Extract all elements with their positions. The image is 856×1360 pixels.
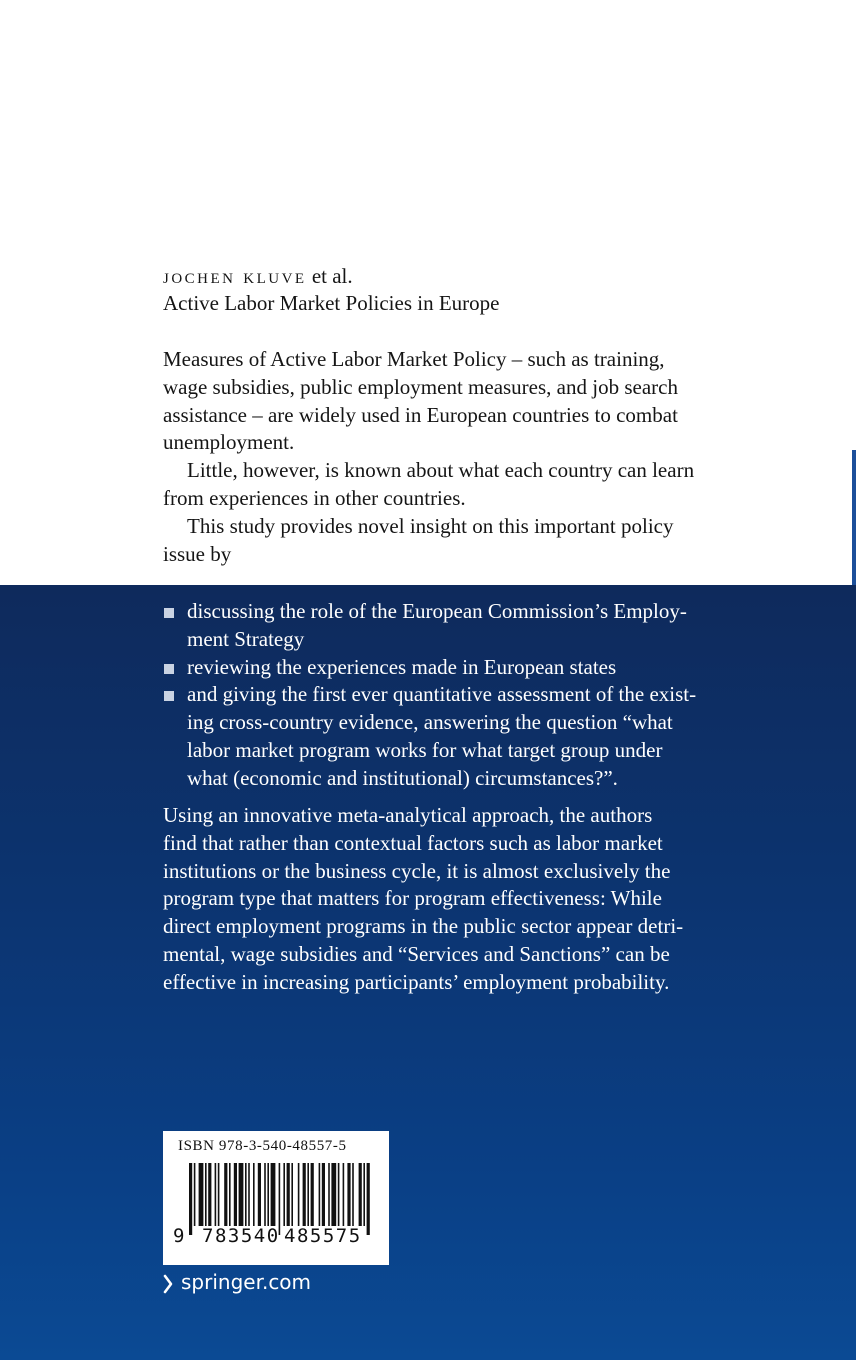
summary-paragraph [163,802,753,997]
bullet-line: and giving the first ever quantitative assessment of the exist- [187,682,697,707]
barcode-bar [363,1163,365,1226]
intro-text [163,346,733,568]
spine-edge-stripe [852,450,856,585]
barcode-bar [224,1163,227,1226]
barcode-bar [319,1163,321,1226]
author-name: jochen kluve [163,264,307,288]
summary-line: direct employment programs in the public sector appear detri- [163,914,684,939]
intro-line: wage subsidies, public employment measures, and job search [163,374,678,399]
bullet-item [163,654,743,682]
barcode-bar [248,1163,250,1226]
barcode-bar [253,1163,255,1226]
barcode-bar [218,1163,220,1226]
summary-line: mental, wage subsidies and “Services and Sanctions” can be [163,941,670,966]
bullet-item [163,598,743,654]
bullet-line: what (economic and institutional) circumstances?”. [187,765,618,790]
bullet-line: labor market program works for what target group under [187,737,663,762]
barcode-bar [343,1163,345,1226]
intro-line: assistance – are widely used in European countries to combat [163,402,678,427]
barcode-digits-right: 485575 [284,1225,362,1247]
barcode-bar [359,1163,362,1226]
barcode-digit-first: 9 [173,1225,186,1247]
barcode-bar [258,1163,261,1226]
chevron-right-icon [163,1274,173,1294]
summary-line: institutions or the business cycle, it is almost exclusively the [163,858,671,883]
square-bullet-icon [164,691,174,701]
barcode-bar [189,1163,192,1235]
barcode-bar [239,1163,244,1226]
barcode-bar [271,1163,276,1226]
barcode-bar [194,1163,196,1226]
barcode-bar [303,1163,306,1226]
isbn-barcode [163,1131,389,1265]
barcode-bar [307,1163,309,1226]
barcode-bar [283,1163,285,1226]
barcode-bar [245,1163,247,1226]
bullet-line: ing cross-country evidence, answering the question “what [187,710,673,735]
barcode-bar [367,1163,370,1235]
book-title: Active Labor Market Policies in Europe [163,291,500,315]
barcode-digits-left: 783540 [202,1225,280,1247]
barcode-bar [234,1163,237,1226]
square-bullet-icon [164,608,174,618]
barcode-bar [291,1163,293,1226]
barcode-bar [229,1163,231,1226]
barcode-bar [205,1163,207,1226]
summary-line: Using an innovative meta-analytical approach, the authors [163,803,653,827]
publisher-link[interactable] [163,1270,311,1294]
barcode-bar [328,1163,330,1226]
summary-line: effective in increasing participants’ employment probability. [163,969,670,994]
bullet-item [163,681,743,792]
barcode-bar [215,1163,217,1226]
intro-line: Measures of Active Labor Market Policy – such as training, [163,347,665,371]
intro-line: issue by [163,541,232,566]
summary-line: find that rather than contextual factors such as labor market [163,830,663,855]
barcode-bar [347,1163,350,1226]
barcode-bar [199,1163,204,1226]
barcode-bar [331,1163,336,1226]
publisher-website: springer.com [181,1270,312,1294]
intro-line: This study provides novel insight on this important policy [187,513,674,538]
author-line [163,264,353,289]
barcode-bar [352,1163,354,1226]
square-bullet-icon [164,664,174,674]
barcode-bar [322,1163,325,1226]
barcode-bar [264,1163,266,1226]
summary-line: program type that matters for program effectiveness: While [163,886,662,911]
barcode-bar [338,1163,340,1226]
bullet-list [163,598,743,793]
intro-line: unemployment. [163,430,295,455]
barcode-bar [311,1163,314,1226]
barcode-bar [208,1163,211,1226]
bullet-line: reviewing the experiences made in European states [187,654,617,679]
isbn-label: ISBN 978-3-540-48557-5 [178,1138,347,1154]
barcode-bar [287,1163,290,1226]
author-suffix: et al. [311,264,353,288]
barcode-bar [267,1163,269,1226]
bullet-line: discussing the role of the European Commission’s Employ- [187,599,687,623]
bullet-line: ment Strategy [187,626,305,651]
barcode-bar [298,1163,300,1226]
intro-line: Little, however, is known about what each country can learn [187,458,695,483]
intro-line: from experiences in other countries. [163,485,466,510]
